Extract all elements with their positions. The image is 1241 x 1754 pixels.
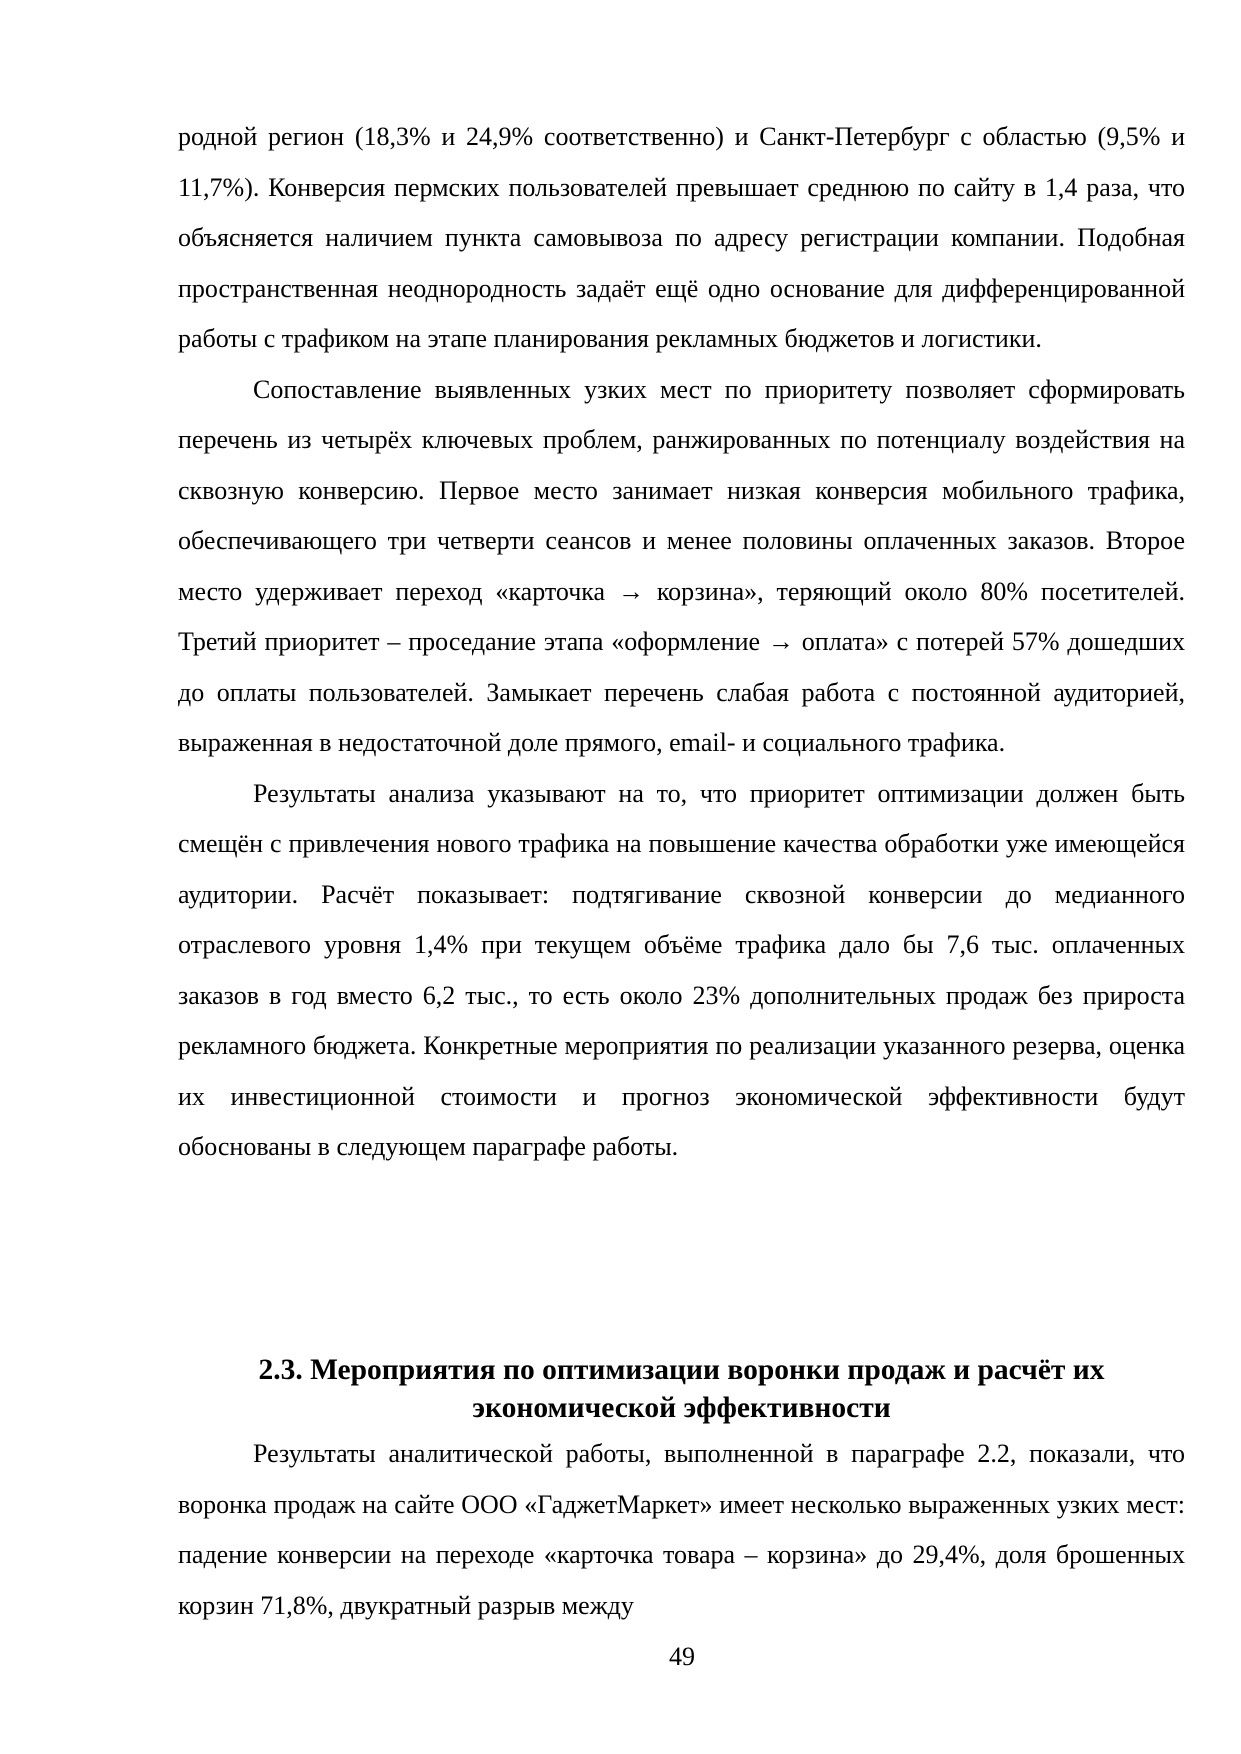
paragraph-regional-conversion: родной регион (18,3% и 24,9% соответственно) и Санкт-Петербург с областью (9,5% и 11,7%). Конверсия пермских пользователей превышает среднюю по сайту в 1,4 раза, что объясняется наличием пункта самовывоза по адресу регистрации компании. Подобная пространственная неоднородность задаёт ещё одно основание для дифференцированной работы с трафиком на этапе планирования рекламных бюджетов и логистики.: [178, 122, 1185, 353]
section-heading: 2.3. Мероприятия по оптимизации воронки продаж и расчёт их экономической эффективности: [258, 1354, 1105, 1424]
paragraph-analysis-results: Результаты аналитической работы, выполненной в параграфе 2.2, показали, что воронка продаж на сайте ООО «ГаджетМаркет» имеет несколько выраженных узких мест: падение конверсии на переходе «карточка товара – корзина» до 29,4%, доля брошенных корзин 71,8%, двукратный разрыв между: [178, 1439, 1185, 1620]
page-number: 49: [669, 1642, 695, 1671]
paragraph-optimization-conclusion: Результаты анализа указывают на то, что приоритет оптимизации должен быть смещён с привлечения нового трафика на повышение качества обработки уже имеющейся аудитории. Расчёт показывает: подтягивание сквозной конверсии до медианного отраслевого уровня 1,4% при текущем объёме трафика дало бы 7,6 тыс. оплаченных заказов в год вместо 6,2 тыс., то есть около 23% дополнительных продаж без прироста рекламного бюджета. Конкретные мероприятия по реализации указанного резерва, оценка их инвестиционной стоимости и прогноз экономической эффективности будут обоснованы в следующем параграфе работы.: [178, 778, 1185, 1161]
paragraph-bottleneck-priorities: Сопоставление выявленных узких мест по приоритету позволяет сформировать перечень из четырёх ключевых проблем, ранжированных по потенциалу воздействия на сквозную конверсию. Первое место занимает низкая конверсия мобильного трафика, обеспечивающего три четверти сеансов и менее половины оплаченных заказов. Второе место удерживает переход «карточка → корзина», теряющий около 80% посетителей. Третий приоритет – проседание этапа «оформление → оплата» с потерей 57% дошедших до оплаты пользователей. Замыкает перечень слабая работа с постоянной аудиторией, выраженная в недостаточной доле прямого, email- и социального трафика.: [178, 374, 1185, 757]
body-text-bottom: [178, 1429, 1185, 1631]
body-text-top: [178, 112, 1185, 1173]
